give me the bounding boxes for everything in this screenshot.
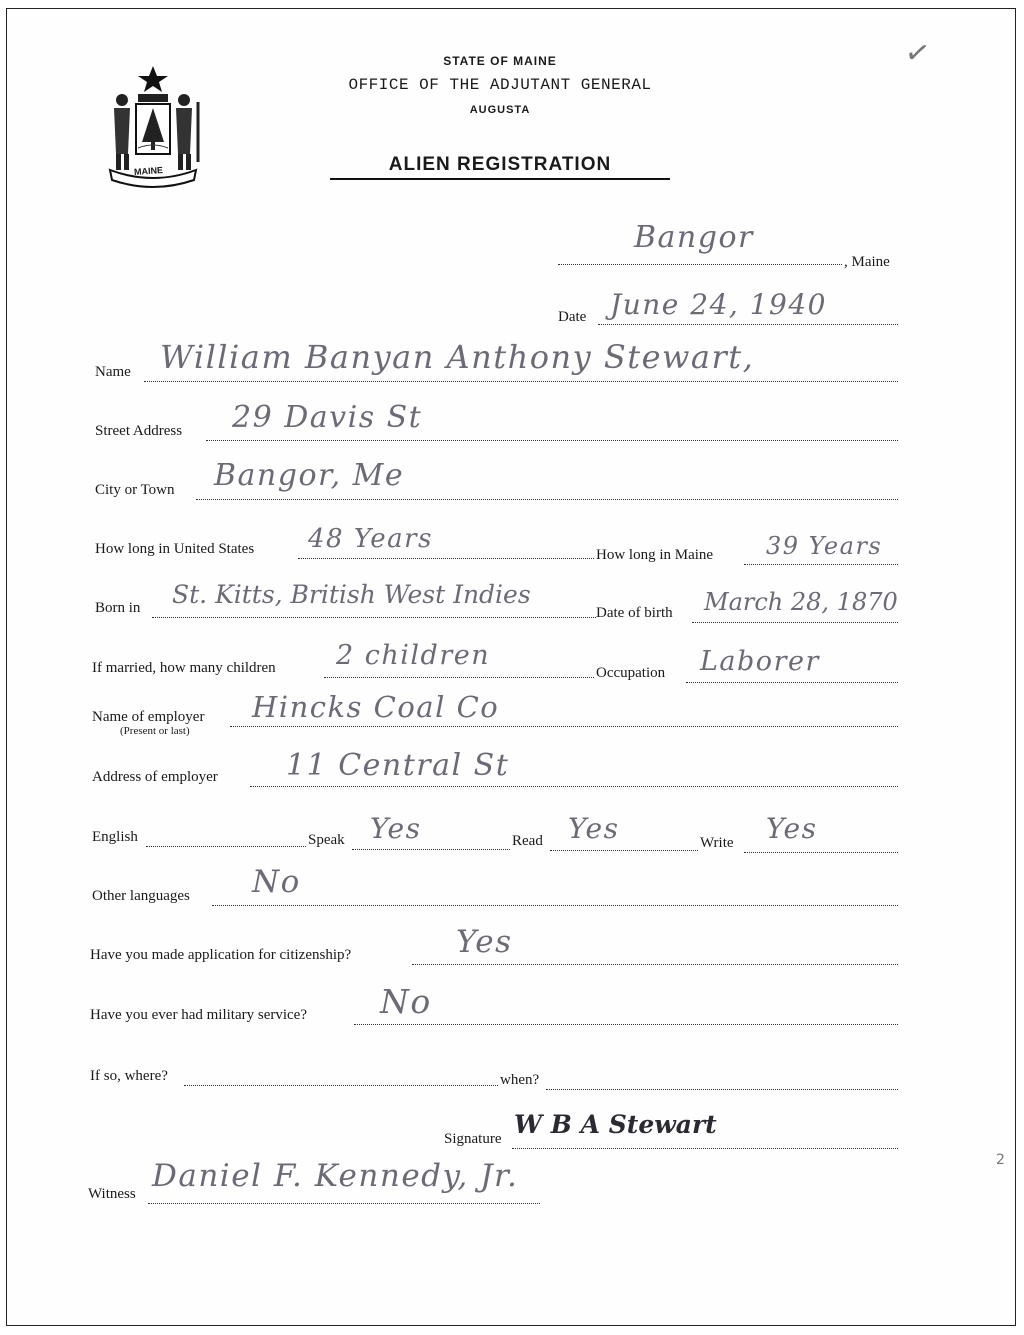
other-languages-value: No — [252, 864, 301, 900]
read-line — [550, 850, 698, 851]
write-label: Write — [700, 835, 734, 851]
dob-value: March 28, 1870 — [704, 588, 898, 616]
dob-label: Date of birth — [596, 605, 673, 621]
date-value: June 24, 1940 — [610, 288, 827, 321]
years-us-line — [298, 558, 594, 559]
years-us-label: How long in United States — [95, 541, 255, 557]
children-label: If married, how many children — [92, 660, 276, 676]
header-city: AUGUSTA — [469, 104, 531, 116]
born-in-line — [152, 617, 596, 618]
where-label: If so, where? — [90, 1068, 168, 1084]
employer-address-label: Address of employer — [92, 769, 218, 785]
street-label: Street Address — [95, 423, 183, 439]
when-line — [546, 1089, 898, 1090]
witness-label: Witness — [88, 1186, 136, 1202]
place-suffix: , Maine — [844, 254, 890, 270]
witness-line — [148, 1203, 540, 1204]
signature-value: W B A Stewart — [514, 1110, 717, 1139]
write-value: Yes — [766, 812, 818, 845]
children-line — [324, 677, 594, 678]
dob-line — [692, 622, 898, 623]
read-value: Yes — [568, 812, 620, 845]
date-line — [598, 324, 898, 325]
other-languages-label: Other languages — [92, 888, 190, 904]
city-value: Bangor, Me — [214, 458, 405, 493]
years-maine-label: How long in Maine — [596, 547, 714, 563]
occupation-line — [686, 682, 898, 683]
city-label: City or Town — [95, 482, 175, 498]
english-label: English — [92, 829, 138, 845]
other-languages-line — [212, 905, 898, 906]
military-label: Have you ever had military service? — [90, 1007, 307, 1023]
read-label: Read — [512, 833, 543, 849]
military-line — [354, 1024, 898, 1025]
when-label: when? — [500, 1072, 540, 1088]
occupation-label: Occupation — [596, 665, 666, 681]
write-line — [744, 852, 898, 853]
born-in-label: Born in — [95, 600, 141, 616]
children-value: 2 children — [336, 640, 491, 671]
citizenship-value: Yes — [456, 924, 513, 960]
born-in-value: St. Kitts, British West Indies — [172, 580, 531, 609]
signature-label: Signature — [444, 1131, 502, 1147]
years-us-value: 48 Years — [308, 524, 433, 554]
speak-line — [352, 849, 510, 850]
military-value: No — [380, 982, 432, 1021]
speak-label: Speak — [308, 832, 345, 848]
page-number: 2 — [996, 1152, 1005, 1168]
checkmark-icon: ✓ — [902, 34, 933, 73]
street-line — [206, 440, 898, 441]
place-line — [558, 264, 842, 265]
signature-line — [512, 1148, 898, 1149]
employer-line — [230, 726, 898, 727]
header-state: STATE OF MAINE — [443, 54, 557, 68]
citizenship-label: Have you made application for citizenship? — [90, 947, 352, 963]
place-value: Bangor — [634, 220, 754, 255]
citizenship-line — [412, 964, 898, 965]
date-label: Date — [558, 309, 587, 325]
name-value: William Banyan Anthony Stewart, — [160, 338, 755, 376]
employer-address-value: 11 Central St — [286, 748, 510, 783]
employer-label: Name of employer — [92, 709, 205, 725]
form-title: ALIEN REGISTRATION — [330, 154, 670, 180]
name-label: Name — [95, 364, 131, 380]
years-maine-value: 39 Years — [766, 532, 883, 560]
employer-value: Hincks Coal Co — [252, 690, 500, 724]
city-line — [196, 499, 898, 500]
english-line — [146, 846, 306, 847]
street-value: 29 Davis St — [232, 400, 423, 435]
header-office: OFFICE OF THE ADJUTANT GENERAL — [348, 76, 652, 94]
occupation-value: Laborer — [700, 646, 820, 677]
name-line — [144, 381, 898, 382]
years-maine-line — [744, 564, 898, 565]
speak-value: Yes — [370, 812, 422, 845]
employer-address-line — [250, 786, 898, 787]
witness-value: Daniel F. Kennedy, Jr. — [152, 1158, 519, 1194]
seal-banner-text: MAINE — [133, 165, 164, 177]
employer-sub-label: (Present or last) — [120, 725, 190, 737]
where-line — [184, 1085, 498, 1086]
